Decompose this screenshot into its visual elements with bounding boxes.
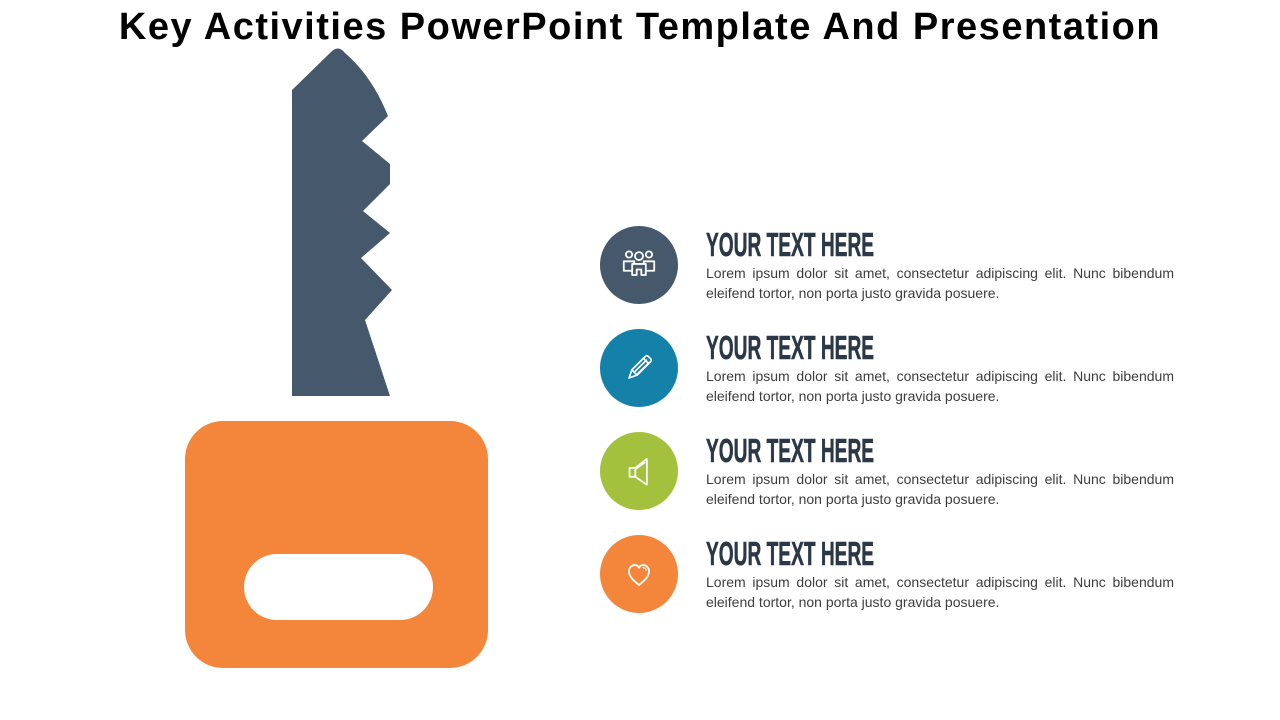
item-body: Lorem ipsum dolor sit amet, consectetur adipiscing elit. Nunc bibendum eleifend tortor, non porta justo gravida posuere. — [706, 368, 1174, 404]
item-list — [600, 226, 1180, 638]
item-body: Lorem ipsum dolor sit amet, consectetur adipiscing elit. Nunc bibendum eleifend tortor, non porta justo gravida posuere. — [706, 574, 1174, 610]
key-head-shape — [185, 421, 488, 668]
item-body: Lorem ipsum dolor sit amet, consectetur adipiscing elit. Nunc bibendum eleifend tortor, non porta justo gravida posuere. — [706, 471, 1174, 507]
item-heading: YOUR TEXT HERE — [706, 226, 875, 263]
pencil-icon-badge — [600, 329, 678, 407]
item-texts — [706, 329, 1174, 406]
group-icon-badge — [600, 226, 678, 304]
item-texts — [706, 226, 1174, 303]
item-texts — [706, 432, 1174, 509]
pencil-icon — [618, 347, 660, 389]
item-heading: YOUR TEXT HERE — [706, 535, 875, 572]
item-heading: YOUR TEXT HERE — [706, 329, 875, 366]
list-item — [600, 226, 1180, 304]
item-body: Lorem ipsum dolor sit amet, consectetur adipiscing elit. Nunc bibendum eleifend tortor, non porta justo gravida posuere. — [706, 265, 1174, 301]
key-shaft-shape — [292, 49, 392, 397]
speaker-icon-badge — [600, 432, 678, 510]
list-item — [600, 432, 1180, 510]
speaker-icon — [618, 450, 660, 492]
list-item — [600, 329, 1180, 407]
item-texts — [706, 535, 1174, 612]
item-heading: YOUR TEXT HERE — [706, 432, 875, 469]
key-hole-shape — [244, 554, 433, 620]
heart-icon — [618, 553, 660, 595]
slide-title: Key Activities PowerPoint Template And Presentation — [118, 6, 1162, 48]
heart-icon-badge — [600, 535, 678, 613]
list-item — [600, 535, 1180, 613]
group-icon — [618, 244, 660, 286]
